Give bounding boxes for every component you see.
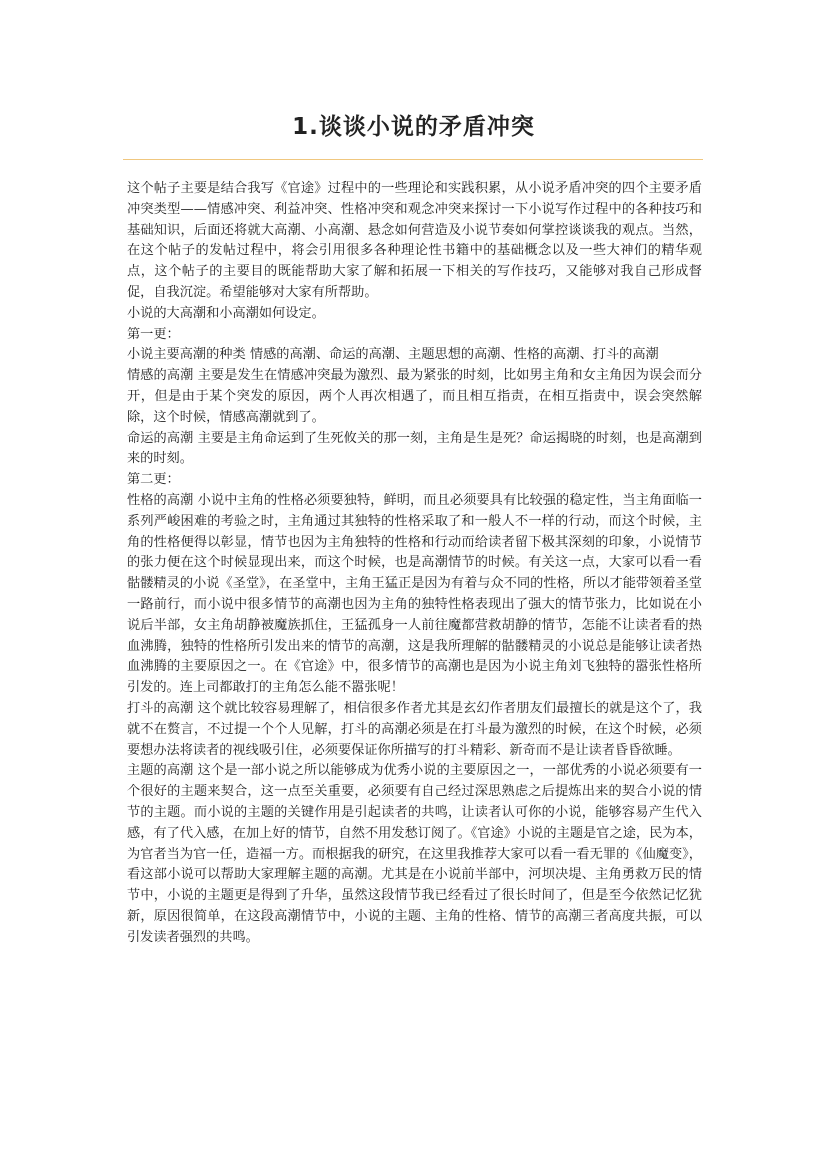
document-body (127, 179, 702, 948)
paragraph-climax-types: 小说主要高潮的种类 情感的高潮、命运的高潮、主题思想的高潮、性格的高潮、打斗的高潮 (127, 347, 659, 363)
section-heading-first: 第一更： (127, 326, 180, 342)
section-heading-second: 第二更： (127, 472, 180, 488)
paragraph-character-climax: 性格的高潮 小说中主角的性格必须要独特，鲜明，而且必须要具有比较强的稳定性，当主角面临一系列严峻困难的考验之时，主角通过其独特的性格采取了和一般人不一样的行动，而这个时候，主角的性格便得以彰显，情节也因为主角独特的性格和行动而给读者留下极其深刻的印象，小说情节的张力便在这个时候显现出来，而这个时候，也是高潮情节的时候。有关这一点，大家可以看一看骷髅精灵的小说《圣堂》，在圣堂中，主角王猛正是因为有着与众不同的性格，所以才能带领着圣堂一路前行，而小说中很多情节的高潮也因为主角的独特性格表现出了强大的情节张力，比如说在小说后半部，女主角胡静被魔族抓住，王猛孤身一人前往魔都营救胡静的情节，怎能不让读者看的热血沸腾，独特的性格所引发出来的情节的高潮，这是我所理解的骷髅精灵的小说总是能够让读者热血沸腾的主要原因之一。在《官途》中，很多情节的高潮也是因为小说主角刘飞独特的嚣张性格所引发的。连上司都敢打的主角怎么能不嚣张呢！ (127, 492, 702, 696)
paragraph-topic: 小说的大高潮和小高潮如何设定。 (127, 305, 325, 321)
title-divider (123, 159, 703, 160)
paragraph-emotional-climax: 情感的高潮 主要是发生在情感冲突最为激烈、最为紧张的时刻，比如男主角和女主角因为误会而分开，但是由于某个突发的原因，两个人再次相遇了，而且相互指责，在相互指责中，误会突然解除，这个时候，情感高潮就到了。 (127, 368, 702, 425)
paragraph-intro: 这个帖子主要是结合我写《官途》过程中的一些理论和实践积累，从小说矛盾冲突的四个主要矛盾冲突类型——情感冲突、利益冲突、性格冲突和观念冲突来探讨一下小说写作过程中的各种技巧和基础知识，后面还将就大高潮、小高潮、悬念如何营造及小说节奏如何掌控谈谈我的观点。当然，在这个帖子的发帖过程中，将会引用很多各种理论性书籍中的基础概念以及一些大神们的精华观点，这个帖子的主要目的既能帮助大家了解和拓展一下相关的写作技巧，又能够对我自己形成督促，自我沉淀。希望能够对大家有所帮助。 (127, 181, 702, 300)
paragraph-fight-climax: 打斗的高潮 这个就比较容易理解了，相信很多作者尤其是玄幻作者朋友们最擅长的就是这个了，我就不在赘言，不过提一个个人见解，打斗的高潮必须是在打斗最为激烈的时候，在这个时候，必须要想办法将读者的视线吸引住，必须要保证你所描写的打斗精彩、新奇而不是让读者昏昏欲睡。 (127, 700, 702, 758)
paragraph-fate-climax: 命运的高潮 主要是主角命运到了生死攸关的那一刻，主角是生是死？命运揭晓的时刻，也是高潮到来的时刻。 (127, 430, 702, 467)
document-title: 1.谈谈小说的矛盾冲突 (292, 114, 535, 140)
paragraph-theme-climax: 主题的高潮 这个是一部小说之所以能够成为优秀小说的主要原因之一，一部优秀的小说必须要有一个很好的主题来契合，这一点至关重要，必须要有自己经过深思熟虑之后提炼出来的契合小说的情节的主题。而小说的主题的关键作用是引起读者的共鸣，让读者认可你的小说，能够容易产生代入感，有了代入感，在加上好的情节，自然不用发愁订阅了。《官途》小说的主题是官之途，民为本，为官者当为官一任，造福一方。而根据我的研究，在这里我推荐大家可以看一看无罪的《仙魔变》，看这部小说可以帮助大家理解主题的高潮。尤其是在小说前半部中，河坝决堤、主角勇救万民的情节中，小说的主题更是得到了升华，虽然这段情节我已经看过了很长时间了，但是至今依然记忆犹新，原因很简单，在这段高潮情节中，小说的主题、主角的性格、情节的高潮三者高度共振，可以引发读者强烈的共鸣。 (127, 763, 702, 945)
